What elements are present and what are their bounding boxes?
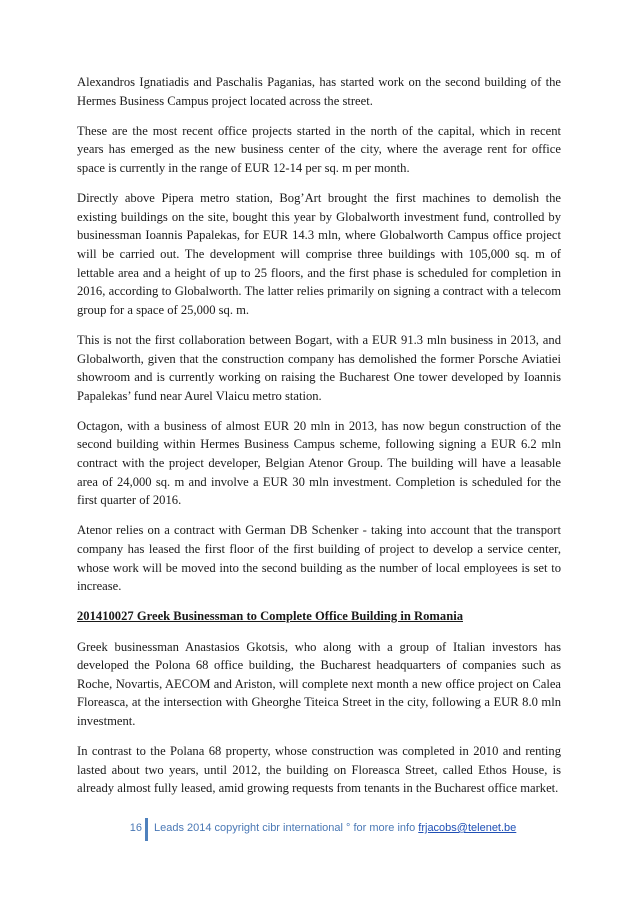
page-number: 16 <box>129 822 142 834</box>
page-content <box>77 73 561 810</box>
paragraph-5: Octagon, with a business of almost EUR 20 mln in 2013, has now begun construction of the second building within Hermes Business Campus scheme, following signing a EUR 6.2 mln contract with the project developer, Belgian Atenor Group. The building will have a leasable area of 24,000 sq. m and involve a EUR 30 mln investment. Completion is scheduled for the first quarter of 2016. <box>77 418 561 508</box>
paragraph-8: In contrast to the Polana 68 property, whose construction was completed in 2010 and renting lasted about two years, until 2012, the building on Floreasca Street, called Ethos House, is already almost fully leased, amid growing requests from tenants in the Bucharest office market. <box>77 744 561 796</box>
paragraph-6: Atenor relies on a contract with German DB Schenker - taking into account that the transport company has leased the first floor of the first building of project to develop a service center, whose work will be moved into the second building as the number of local employees is set to increase. <box>77 523 561 594</box>
section-heading: 201410027 Greek Businessman to Complete Office Building in Romania <box>77 609 463 624</box>
paragraph-7: Greek businessman Anastasios Gkotsis, who along with a group of Italian investors has developed the Polona 68 office building, the Bucharest headquarters of companies such as Roche, Novartis, AECOM and Ariston, will complete next month a new office project on Calea Floreasca, at the intersection with Gheorghe Titeica Street in the city, following a EUR 8.0 mln investment. <box>77 639 561 728</box>
footer-email-link[interactable]: frjacobs@telenet.be <box>418 822 517 834</box>
paragraph-4: This is not the first collaboration between Bogart, with a EUR 91.3 mln business in 2013, and Globalworth, given that the construction company has demolished the former Porsche Aviatiei showroom and is currently working on raising the Bucharest One tower developed by Ioannis Papalekas’ fund near Aurel Vlaicu metro station. <box>77 332 561 403</box>
paragraph-2: These are the most recent office projects started in the north of the capital, which in recent years has emerged as the new business center of the city, where the average rent for office space is currently in the range of EUR 12-14 per sq. m per month. <box>77 123 561 175</box>
footer-text: Leads 2014 copyright cibr international ° for more info <box>154 822 419 834</box>
paragraph-1: Alexandros Ignatiadis and Paschalis Paganias, has started work on the second building of the Hermes Business Campus project located across the street. <box>77 75 561 108</box>
paragraph-3: Directly above Pipera metro station, Bog’Art brought the first machines to demolish the existing buildings on the site, bought this year by Globalworth investment fund, controlled by businessman Ioannis Papalekas, for EUR 14.3 mln, where Globalworth Campus office project will be carried out. The development will comprise three buildings with 105,000 sq. m of lettable area and a height of up to 25 floors, and the first phase is scheduled for completion in 2016, according to Globalworth. The latter relies primarily on signing a contract with a telecom group for a space of 25,000 sq. m. <box>77 191 561 317</box>
footer-divider <box>145 818 148 841</box>
page-footer <box>0 818 638 842</box>
footer-note <box>154 820 516 836</box>
